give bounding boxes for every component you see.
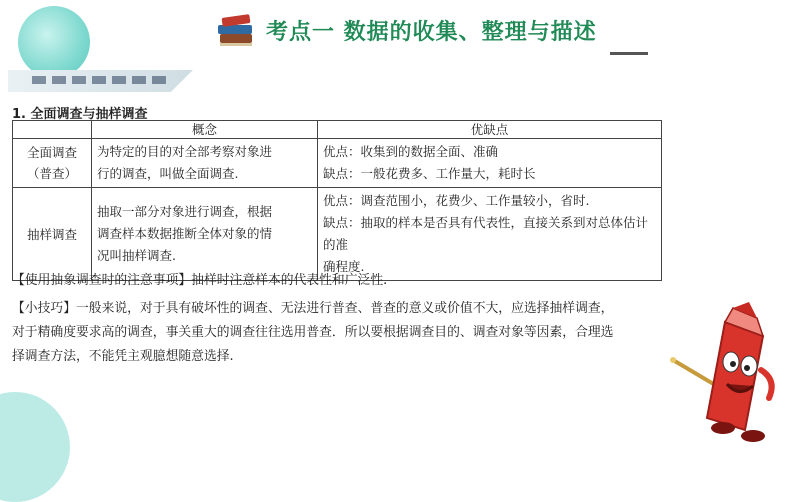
decorative-arc (0, 392, 70, 502)
survey-comparison-table (12, 120, 662, 281)
title-underline (610, 52, 648, 55)
sampling-note: 【使用抽象调查时的注意事项】抽样时注意样本的代表性和广泛性. (12, 273, 388, 288)
survey-type-cell: 抽样调查 (13, 188, 92, 281)
page-title: 考点一 数据的收集、整理与描述 (266, 19, 597, 45)
survey-type-cell: 全面调查 （普查） (13, 139, 92, 188)
decorative-banner (8, 70, 193, 92)
page-header (216, 10, 597, 50)
concept-cell: 抽取一部分对象进行调查，根据 调查样本数据推断全体对象的情 况叫抽样调查. (92, 188, 318, 281)
table-header-cell: 概念 (92, 121, 318, 139)
section-heading: 1. 全面调查与抽样调查 (12, 107, 148, 122)
table-header-cell (13, 121, 92, 139)
pencil-mascot-icon (665, 300, 785, 445)
pros-cons-cell: 优点：收集到的数据全面、准确 缺点：一般花费多、工作量大，耗时长 (318, 139, 662, 188)
table-header-row (13, 121, 662, 139)
decorative-circle (18, 6, 90, 78)
concept-cell: 为特定的目的对全部考察对象进 行的调查，叫做全面调查. (92, 139, 318, 188)
table-row (13, 139, 662, 188)
books-icon (216, 12, 256, 48)
table-row (13, 188, 662, 281)
tip-paragraph: 【小技巧】一般来说，对于具有破坏性的调查、无法进行普查、普查的意义或价值不大，应选择抽样调查， 对于精确度要求高的调查，事关重大的调查往往选用普查．所以要根据调查目的、调查对象等因素，合理选 择调查方法，不能凭主观臆想随意选择. (12, 301, 614, 364)
pros-cons-cell: 优点：调查范围小，花费少、工作量较小，省时. 缺点：抽取的样本是否具有代表性，直接关系到对总体估计的准 确程度. (318, 188, 662, 281)
table-header-cell: 优缺点 (318, 121, 662, 139)
